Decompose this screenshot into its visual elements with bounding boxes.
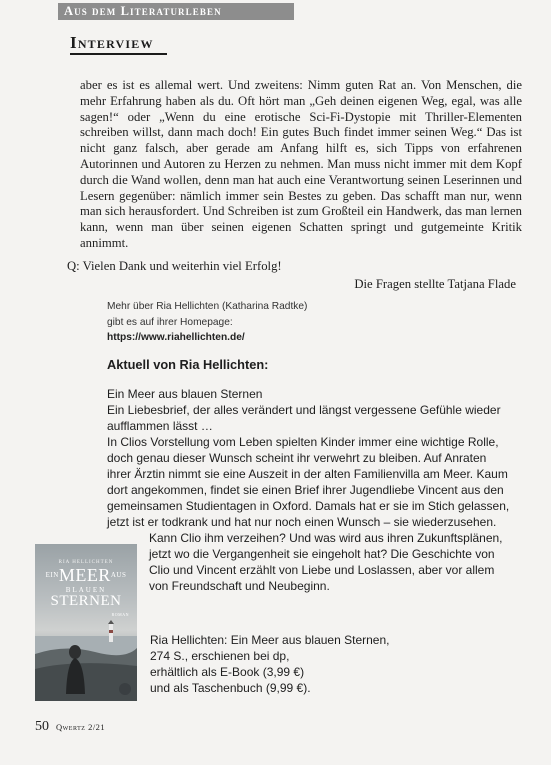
description-line: ihrer Ärztin nimmt sie eine Auszeit in der alten Familienvilla am Meer. Kaum [107,467,508,481]
description-line: Kann Clio ihm verzeihen? Und was wird aus ihren Zukunftsplänen, [149,531,503,545]
description-line: dort angekommen, findet sie einen Brief ihrer Jugendliebe Vincent aus den [107,483,504,497]
cover-genre: ROMAN [111,612,129,617]
description-line: Clio und Vincent erzählt von Liebe und Loslassen, aber vor allem [149,563,495,577]
cover-title-end: STERNEN [50,593,122,609]
homepage-link[interactable]: https://www.riahellichten.de/ [107,332,245,343]
description-line: gemeinsamen Studientagen in Oxford. Damals hat er sie im Stich gelassen, [107,499,510,513]
more-info-line-1: Mehr über Ria Hellichten (Katharina Radtke) [107,301,308,312]
interview-paragraph: aber es ist es allemal wert. Und zweitens: Nimm guten Rat an. Von Menschen, die mehr Erfahrung haben als du. Oft hört man „Geh deinen eigenen Weg, egal, was alle sagen!“ oder „Wenn du eine erotische Sci-Fi-Dystopie mit Thriller-Elementen schreiben willst, dann mach doch! Ein gutes Buch findet immer seinen Weg.“ Das ist nicht ganz falsch, aber gerade am Anfang hilft es, sich Tipps von erfahrenen Autorinnen und Autoren zu Herzen zu nehmen. Man muss nicht immer mit dem Kopf durch die Wand wollen, denn man hat auch eine Verantwortung seinen Leserinnen und Lesern gegenüber: nämlich immer sein Bestes zu geben. Das schafft man nur, wenn man sich herausfordert. Und Schreiben ist zum Großteil ein Handwerk, das man lernen kann, wenn man über seinen eigenen Schatten springt und gutgemeinte Kritik annimmt. [80,78,522,250]
description-line: aufflammen lässt … [107,419,213,433]
description-line: jetzt wo die Vergangenheit sie eingeholt hat? Die Geschichte von [149,547,495,561]
description-line: In Clios Vorstellung vom Leben spielten Kinder immer eine wichtige Rolle, [107,435,499,449]
description-line: von Freundschaft und Neubeginn. [149,579,330,593]
description-line: Ein Liebesbrief, der alles verändert und längst vergessene Gefühle wieder [107,403,501,417]
page-footer [35,717,105,735]
book-details [150,632,389,696]
page-title: Interview [70,33,154,52]
more-info-block [107,299,407,346]
cover-title-sub: BLAUEN [65,586,107,594]
page-number: 50 [35,719,49,734]
book-details-line: erhältlich als E-Book (3,99 €) [150,665,305,679]
magazine-issue: Qwertz 2/21 [56,722,106,732]
section-label: Aus dem Literaturleben [64,4,222,18]
book-details-line: und als Taschenbuch (9,99 €). [150,681,311,695]
title-underline [70,53,167,55]
cover-author: RIA HELLICHTEN [58,560,114,565]
book-details-line: Ria Hellichten: Ein Meer aus blauen Sternen, [150,633,390,647]
book-details-line: 274 S., erschienen bei dp, [150,649,290,663]
book-cover-image [35,544,137,701]
section-header-bar [58,3,294,20]
description-line: doch genau dieser Wunsch scheint ihr verwehrt zu bleiben. Auf Anraten [107,451,487,465]
description-line: jetzt ist er todkrank und hat nur noch einen Wunsch – sie wiederzusehen. [107,515,497,529]
book-description [107,386,509,594]
cover-title-main: $^{EIN}MEER^{AUS}$ [45,565,127,585]
more-info-line-2: gibt es auf ihrer Homepage: [107,316,233,328]
aktuell-heading: Aktuell von Ria Hellichten: [107,357,269,372]
book-title-line: Ein Meer aus blauen Sternen [107,387,263,401]
interviewer-credit: Die Fragen stellte Tatjana Flade [354,277,516,291]
closing-question: Q: Vielen Dank und weiterhin viel Erfolg! [67,259,282,273]
